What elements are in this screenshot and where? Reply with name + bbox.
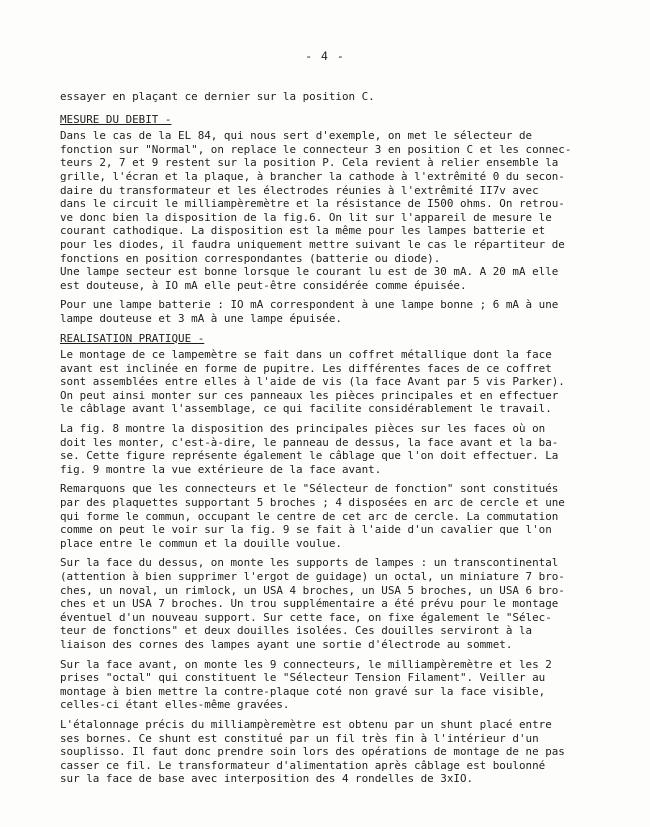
text-line: sur la face de base avec interposition des 4 rondelles de 3xIO. [60,772,474,786]
text-line: courant cathodique. La disposition est la même pour les lampes batterie et [60,224,546,238]
text-line: ses bornes. Ce shunt est constitué par un fil très fin à l'intérieur d'un [60,731,539,745]
paragraph [60,422,608,476]
text-line: fonction sur "Normal", on replace le connecteur 3 en position C et les connec- [60,142,572,156]
text-line: prises "octal" qui constituent le "Sélecteur Tension Filament". Veiller au [60,671,546,685]
text-line: dans le circuit le milliampèremètre et la résistance de I500 ohms. On retrou- [60,197,565,211]
page-number: - 4 - [305,49,345,63]
text-line: Remarquons que les connecteurs et le "Sélecteur de fonction" sont constitués [60,482,559,496]
text-line: le câblage avant l'assemblage, ce qui facilite considérablement le travail. [60,402,552,416]
text-line: fonctions en position correspondantes (batterie ou diode). [60,251,441,265]
text-line: casser ce fil. Le transformateur d'alimentation après câblage est boulonné [60,758,546,772]
text-line: se. Cette figure représente également le câblage que l'on doit effectuer. La [60,449,559,463]
text-line: Une lampe secteur est bonne lorsque le courant lu est de 30 mA. A 20 mA elle [60,265,559,279]
text-line: teur de fonctions" et deux douilles isolées. Ces douilles serviront à la [60,624,533,638]
text-line: Dans le cas de la EL 84, qui nous sert d'exemple, on met le sélecteur de [60,129,533,143]
text-line: avant est inclinée en forme de pupitre. Les différentes faces de ce coffret [60,361,552,375]
text-line: grille, l'écran et la plaque, à brancher la cathode à l'extrêmité 0 du secon- [60,169,565,183]
paragraph [60,658,608,712]
text-line: ches, un noval, un rimlock, un USA 4 broches, un USA 5 broches, un USA 6 bro- [60,583,565,597]
text-line: doit les monter, c'est-à-dire, le panneau de dessus, la face avant et la ba- [60,435,559,449]
paragraph [60,298,608,325]
text-line: ches et un USA 7 broches. Un trou supplémentaire a été prévu pour le montage [60,597,559,611]
text-line: ve donc bien la disposition de la fig.6. On lit sur l'appareil de mesure le [60,210,552,224]
text-line: lampe douteuse et 3 mA à une lampe épuisée. [60,311,342,325]
paragraph [60,718,608,786]
section-heading: REALISATION PRATIQUE - [60,331,205,345]
text-line: fig. 9 montre la vue extérieure de la face avant. [60,462,382,476]
section-mesure-du-debit [60,113,608,326]
text-line: pour les diodes, il faudra uniquement mettre suivant le cas le répartiteur de [60,237,565,251]
text-line: sont assemblées entre elles à l'aide de vis (la face Avant par 5 vis Parker). [60,375,565,389]
section-heading: MESURE DU DEBIT - [60,112,172,126]
text-line: (attention à bien supprimer l'ergot de guidage) un octal, un miniature 7 bro- [60,570,565,583]
text-line: La fig. 8 montre la disposition des principales pièces sur les faces où on [60,422,546,436]
paragraph [60,556,608,651]
text-line: Sur la face avant, on monte les 9 connecteurs, le milliampèremètre et les 2 [60,657,552,671]
text-line: essayer en plaçant ce dernier sur la position C. [60,90,375,103]
paragraph [60,348,608,416]
intro-paragraph [60,90,608,104]
paragraph [60,482,608,550]
text-line: Sur la face du dessus, on monte les supports de lampes : un transcontinental [60,556,559,570]
text-line: On peut ainsi monter sur ces panneaux les pièces principales et en effectuer [60,388,559,402]
paragraph [60,129,608,292]
text-line: éventuel d'un nouveau support. Sur cette face, on fixe également le "Sélec- [60,610,552,624]
text-line: celles-ci étant elles-même gravées. [60,698,290,712]
text-line: qui forme le commun, occupant le centre de cet arc de cercle. La commutation [60,509,559,523]
text-line: par des plaquettes supportant 5 broches ; 4 disposées en arc de cercle et une [60,496,565,510]
text-line: montage à bien mettre la contre-plaque coté non gravé sur la face visible, [60,684,546,698]
text-line: est douteuse, à IO mA elle peut-être considérée comme épuisée. [60,278,467,292]
text-line: teurs 2, 7 et 9 restent sur la position P. Cela revient à relier ensemble la [60,156,559,170]
text-line: Le montage de ce lampemètre se fait dans un coffret métallique dont la face [60,348,552,362]
text-line: comme on peut le voir sur la fig. 9 se fait à l'aide d'un cavalier que l'on [60,523,552,537]
text-line: liaison des cornes des lampes ayant une sortie d'électrode au sommet. [60,637,513,651]
text-line: Pour une lampe batterie : IO mA correspondent à une lampe bonne ; 6 mA à une [60,298,559,312]
section-realisation-pratique [60,332,608,786]
page-body [60,90,608,792]
text-line: daire du transformateur et les électrodes réunies à l'extrêmité II7v avec [60,183,539,197]
text-line: souplisso. Il faut donc prendre soin lors des opérations de montage de ne pas [60,745,565,759]
text-line: place entre le commun et la douille voulue. [60,536,342,550]
text-line: L'étalonnage précis du milliampèremètre est obtenu par un shunt placé entre [60,717,552,731]
